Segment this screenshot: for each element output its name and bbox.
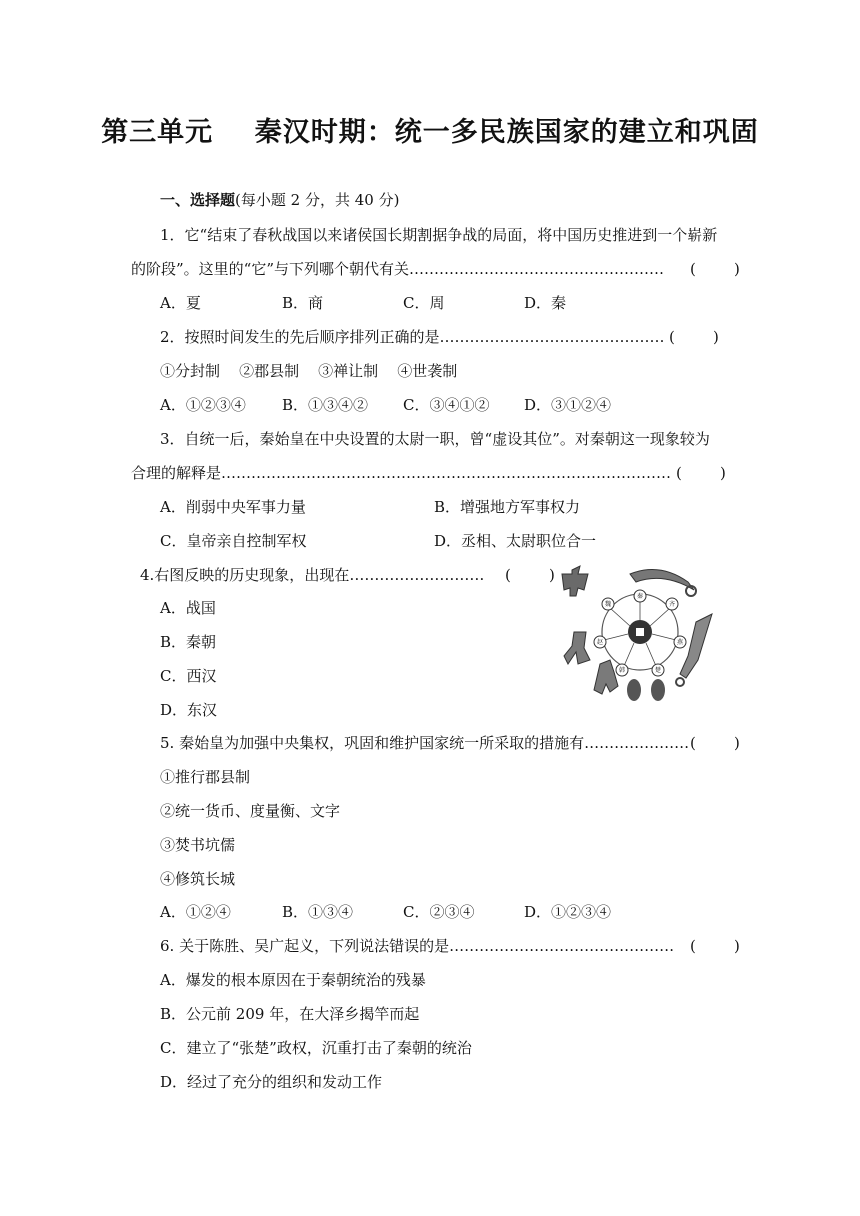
q2-option-a: A．①②③④: [160, 396, 246, 414]
q5-option-c: C．②③④: [403, 903, 475, 921]
q5-answer-blank: ( ): [690, 734, 740, 752]
q6-option-d: D．经过了充分的组织和发动工作: [160, 1073, 383, 1091]
node-label-qin: 秦: [636, 593, 644, 600]
q2-items: ①分封制 ②郡县制 ③禅让制 ④世袭制: [160, 362, 458, 380]
spade-coin-left-icon: [564, 632, 590, 664]
q5-option-b: B．①③④: [282, 903, 354, 921]
spade-coin-icon: [562, 566, 588, 596]
q6-option-b: B．公元前 209 年，在大泽乡揭竿而起: [160, 1005, 420, 1023]
q4-option-d: D．东汉: [160, 701, 218, 719]
q5-item-2: ②统一货币、度量衡、文字: [160, 802, 341, 820]
q6-stem-line1: 6. 关于陈胜、吴广起义，下列说法错误的是………………………………………: [160, 937, 675, 955]
q4-option-a: A．战国: [160, 599, 216, 617]
q5-item-1: ①推行郡县制: [160, 768, 251, 786]
spade-coin-bottom-icon: [594, 660, 618, 694]
q4-answer-blank: ( ): [505, 566, 555, 584]
q2-answer-blank: ( ): [669, 328, 719, 346]
q3-answer-blank: ( ): [676, 464, 726, 482]
q5-item-4: ④修筑长城: [160, 870, 236, 888]
page-title: 第三单元 秦汉时期：统一多民族国家的建立和巩固: [101, 117, 759, 148]
q6-answer-blank: ( ): [690, 937, 740, 955]
q1-stem-line2: 的阶段”。这里的“它”与下列哪个朝代有关……………………………………………: [131, 260, 665, 278]
q2-option-b: B．①③④②: [282, 396, 369, 414]
q1-option-b: B．商: [282, 294, 324, 312]
ant-nose-coin-icon: [627, 679, 641, 701]
q5-option-a: A．①②④: [160, 903, 231, 921]
q3-option-b: B．增强地方军事权力: [434, 498, 581, 516]
q4-option-c: C．西汉: [160, 667, 217, 685]
q3-stem-line2: 合理的解释是………………………………………………………………………………: [131, 464, 672, 482]
q4-option-b: B．秦朝: [160, 633, 217, 651]
ant-nose-coin-2-icon: [651, 679, 665, 701]
node-label-wei: 魏: [604, 601, 612, 608]
q5-stem-line1: 5. 秦始皇为加强中央集权，巩固和维护国家统一所采取的措施有…………………: [160, 734, 690, 752]
section-heading: [160, 190, 399, 210]
q3-option-d: D．丞相、太尉职位合一: [434, 532, 597, 550]
section-heading-note: (每小题 2 分，共 40 分): [235, 191, 400, 209]
q1-option-d: D．秦: [524, 294, 567, 312]
q5-option-d: D．①②③④: [524, 903, 612, 921]
q1-option-a: A．夏: [160, 294, 201, 312]
node-label-chu: 楚: [654, 667, 662, 674]
q1-stem-line1: 1．它“结束了春秋战国以来诸侯国长期割据争战的局面，将中国历史推进到一个崭新: [160, 226, 718, 244]
q1-option-c: C．周: [403, 294, 445, 312]
section-heading-label: 一、选择题: [160, 191, 236, 209]
node-label-zhao: 赵: [596, 639, 604, 646]
q6-option-a: A．爆发的根本原因在于秦朝统治的残暴: [160, 971, 426, 989]
node-label-yan: 燕: [676, 639, 684, 646]
q4-stem-line1: 4.右图反映的历史现象，出现在………………………: [140, 566, 485, 584]
q3-stem-line1: 3．自统一后，秦始皇在中央设置的太尉一职，曾“虚设其位”。对秦朝这一现象较为: [160, 430, 710, 448]
q3-option-a: A．削弱中央军事力量: [160, 498, 306, 516]
node-label-han: 韩: [618, 667, 626, 674]
q6-option-c: C．建立了“张楚”政权，沉重打击了秦朝的统治: [160, 1039, 472, 1057]
q1-answer-blank: ( ): [690, 260, 740, 278]
q2-option-c: C．③④①②: [403, 396, 490, 414]
q5-item-3: ③焚书坑儒: [160, 836, 236, 854]
q3-option-c: C．皇帝亲自控制军权: [160, 532, 307, 550]
node-label-qi: 齐: [668, 601, 676, 608]
coins-diagram-figure: [560, 560, 720, 710]
knife-coin-icon: [630, 570, 694, 591]
q2-stem-line1: 2．按照时间发生的先后顺序排列正确的是………………………………………: [160, 328, 665, 346]
q2-option-d: D．③①②④: [524, 396, 612, 414]
